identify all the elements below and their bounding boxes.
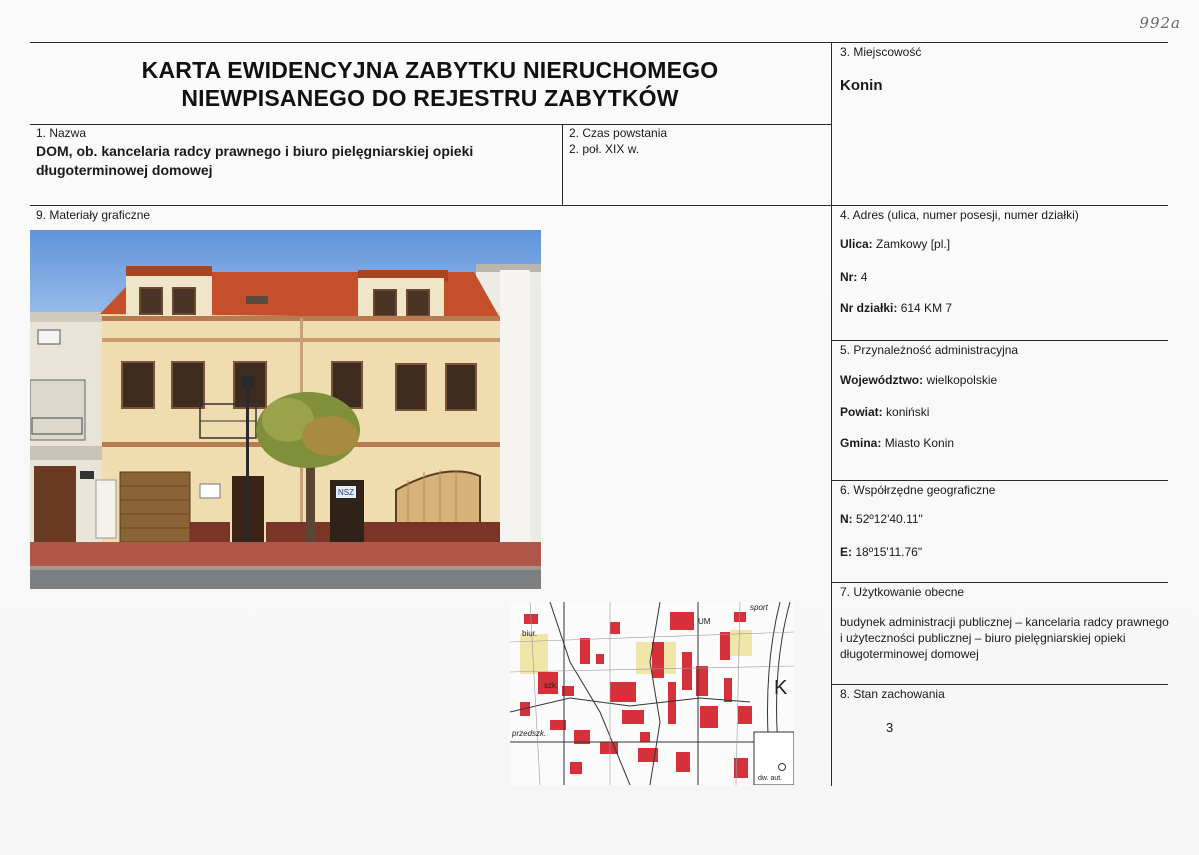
divider — [831, 42, 832, 786]
dzialka-key: Nr działki: — [840, 301, 898, 315]
miejscowosc-label: 3. Miejscowość — [840, 45, 922, 59]
miejscowosc-value: Konin — [840, 77, 883, 94]
map-label: szk. — [544, 681, 559, 690]
gmina-key: Gmina: — [840, 436, 882, 450]
longitude-key: E: — [840, 545, 852, 559]
divider — [831, 340, 1168, 341]
gmina-row — [840, 436, 954, 450]
latitude-key: N: — [840, 512, 853, 526]
map-label: UM — [698, 617, 711, 626]
nr-value: 4 — [860, 270, 868, 284]
nr-row — [840, 270, 867, 284]
nsz-sign-text: NSZ — [338, 488, 354, 497]
uzytkowanie-line2: i użyteczności publicznej – biuro pielęgniarskiej opieki — [840, 631, 1126, 645]
powiat-value: koniński — [886, 405, 930, 419]
wspolrzedne-label: 6. Współrzędne geograficzne — [840, 483, 996, 497]
ulica-row — [840, 237, 950, 251]
latitude-value: 52º12'40.11" — [856, 512, 923, 526]
dzialka-value: 614 KM 7 — [900, 301, 953, 315]
wojewodztwo-key: Województwo: — [840, 373, 924, 387]
map-label: przedszk. — [512, 729, 547, 738]
location-map — [510, 602, 794, 785]
divider — [831, 582, 1168, 583]
card-title-line1: KARTA EWIDENCYJNA ZABYTKU NIERUCHOMEGO — [141, 57, 719, 83]
czas-label: 2. Czas powstania — [569, 126, 668, 140]
ulica-key: Ulica: — [840, 237, 873, 251]
przynaleznosc-label: 5. Przynależność administracyjna — [840, 343, 1019, 357]
uzytkowanie-line3: długoterminowej domowej — [840, 647, 979, 661]
divider — [562, 124, 563, 205]
wojewodztwo-value: wielkopolskie — [926, 373, 998, 387]
map-letter-k: K — [774, 677, 788, 699]
powiat-row — [840, 405, 929, 419]
czas-value: 2. poł. XIX w. — [569, 142, 640, 156]
powiat-key: Powiat: — [840, 405, 883, 419]
card-title-line2: NIEWPISANEGO DO REJESTRU ZABYTKÓW — [181, 85, 679, 111]
uzytkowanie-label: 7. Użytkowanie obecne — [840, 585, 965, 599]
latitude-row — [840, 512, 923, 526]
nr-key: Nr: — [840, 270, 858, 284]
nazwa-line2: długoterminowej domowej — [36, 162, 213, 178]
wojewodztwo-row — [840, 373, 997, 387]
adres-label: 4. Adres (ulica, numer posesji, numer działki) — [840, 208, 1079, 222]
divider — [30, 124, 832, 125]
gmina-value: Miasto Konin — [884, 436, 955, 450]
ulica-value: Zamkowy [pl.] — [876, 237, 951, 251]
divider — [30, 205, 1168, 206]
map-label: sport — [750, 603, 768, 612]
stan-label: 8. Stan zachowania — [840, 687, 945, 701]
handwritten-mark: 992a — [1139, 14, 1181, 32]
divider — [831, 684, 1168, 685]
longitude-value: 18º15'11.76" — [855, 545, 923, 559]
longitude-row — [840, 545, 922, 559]
map-label: biur. — [522, 629, 538, 638]
materialy-label: 9. Materiały graficzne — [36, 208, 151, 222]
stan-value: 3 — [886, 720, 894, 735]
nazwa-line1: DOM, ob. kancelaria radcy prawnego i biuro pielęgniarskiej opieki — [36, 143, 474, 159]
uzytkowanie-line1: budynek administracji publicznej – kancelaria radcy prawnego — [840, 615, 1169, 629]
building-photo — [30, 230, 541, 589]
divider — [831, 480, 1168, 481]
dzialka-row — [840, 301, 952, 315]
divider — [30, 42, 1168, 43]
nazwa-label: 1. Nazwa — [36, 126, 87, 140]
map-label: dw. aut. — [758, 775, 783, 782]
